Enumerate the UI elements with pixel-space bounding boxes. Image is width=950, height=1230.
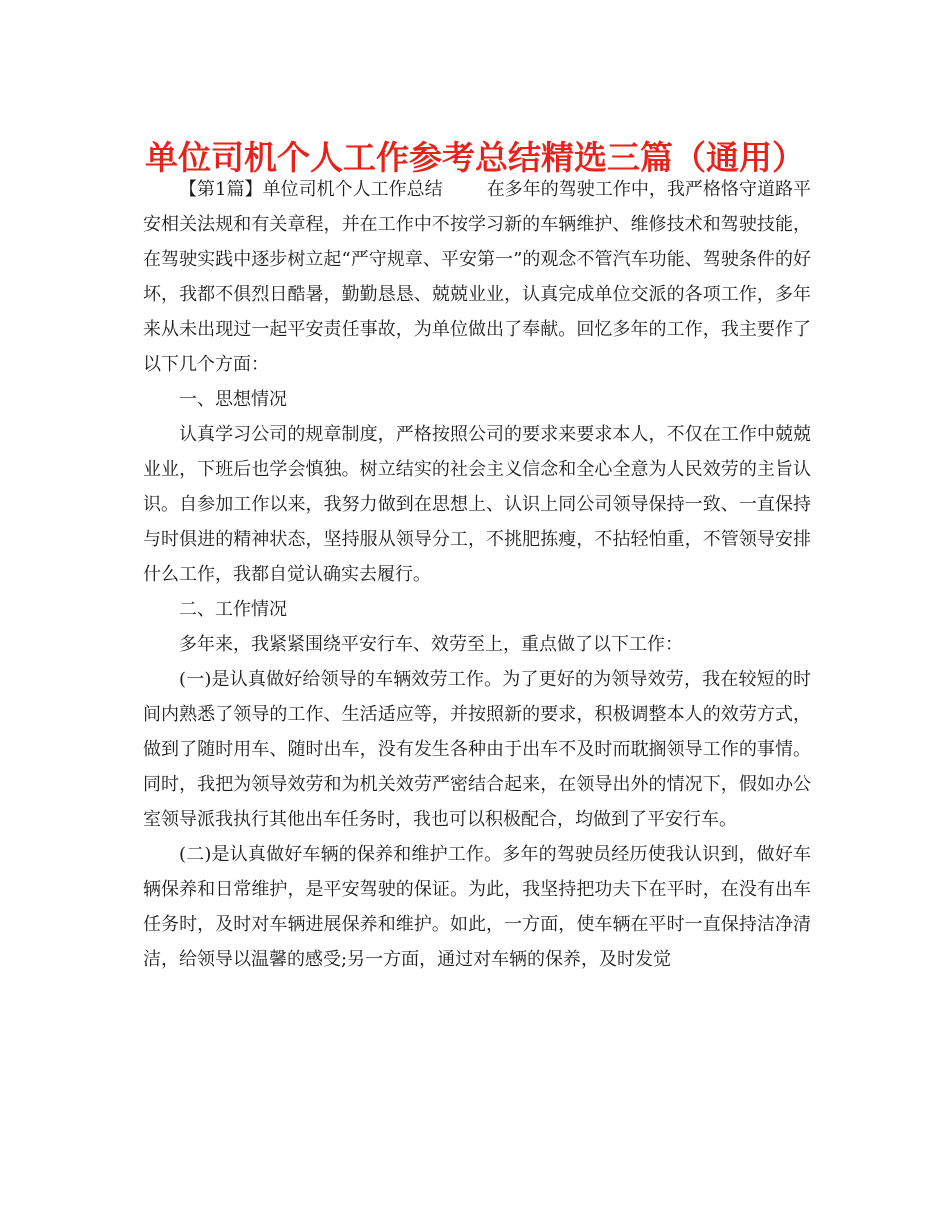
intro-label: 【第1篇】单位司机个人工作总结 — [179, 179, 443, 200]
section-paragraph-work-intro: 多年来，我紧紧围绕平安行车、效劳至上，重点做了以下工作： — [179, 634, 683, 655]
intro-text: 在多年的驾驶工作中，我严格恪守道路平安相关法规和有关章程，并在工作中不按学习新的车辆维护、维修技术和驾驶技能，在驾驶实践中逐步树立起“严守规章、平安第一”的观念不管汽车功能、驾驶条件的好坏，我都不俱烈日酷暑，勤勤恳恳、兢兢业业，认真完成单位交派的各项工作，多年来从未出现过一起平安责任事故，为单位做出了奉献。回忆多年的工作，我主要作了以下几个方面： — [143, 179, 811, 375]
document-body — [143, 172, 811, 977]
section-paragraph-thought: 认真学习公司的规章制度，严格按照公司的要求来要求本人，不仅在工作中兢兢业业，下班后也学会慎独。树立结实的社会主义信念和全心全意为人民效劳的主旨认识。自参加工作以来，我努力做到在思想上、认识上同公司领导保持一致、一直保持与时俱进的精神状态，坚持服从领导分工，不挑肥拣瘦，不拈轻怕重，不管领导安排什么工作，我都自觉认确实去履行。 — [143, 424, 811, 585]
work-item-2-paragraph: (二)是认真做好车辆的保养和维护工作。多年的驾驶员经历使我认识到，做好车辆保养和日常维护，是平安驾驶的保证。为此，我坚持把功夫下在平时，在没有出车任务时，及时对车辆进展保养和维护。如此，一方面，使车辆在平时一直保持洁净清洁，给领导以温馨的感受;另一方面，通过对车辆的保养，及时发觉 — [143, 844, 811, 970]
document-title: 单位司机个人工作参考总结精选三篇（通用） — [145, 138, 805, 177]
section-heading-thought: 一、思想情况 — [179, 389, 287, 410]
intro-paragraph — [143, 172, 811, 382]
work-item-1-paragraph: (一)是认真做好给领导的车辆效劳工作。为了更好的为领导效劳，我在较短的时间内熟悉了领导的工作、生活适应等，并按照新的要求，积极调整本人的效劳方式，做到了随时用车、随时出车，没有发生各种由于出车不及时而耽搁领导工作的事情。同时，我把为领导效劳和为机关效劳严密结合起来，在领导出外的情况下，假如办公室领导派我执行其他出车任务时，我也可以积极配合，均做到了平安行车。 — [143, 669, 811, 830]
section-heading-work: 二、工作情况 — [179, 599, 287, 620]
